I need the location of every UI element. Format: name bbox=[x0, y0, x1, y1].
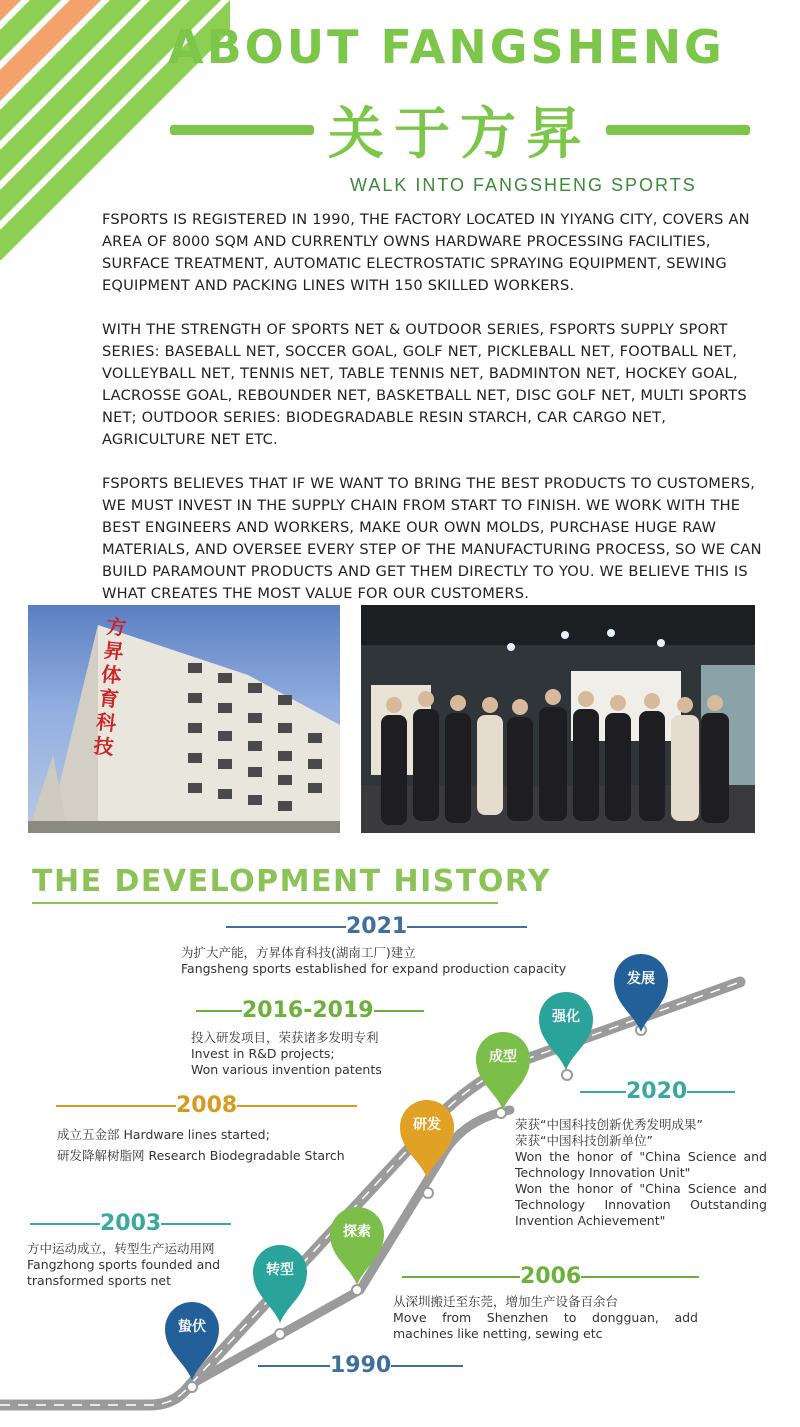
year-2016-2019: 2016-2019 bbox=[196, 998, 424, 1023]
pin-formed: 成型 bbox=[474, 1030, 532, 1112]
milestone-2020-honor-2: Won the honor of "China Science and Technology Innovation Outstanding Invention Achievement" bbox=[515, 1181, 767, 1228]
pin-explore: 探索 bbox=[328, 1205, 386, 1287]
milestone-2020-text: 荣获“中国科技创新优秀发明成果” 荣获“中国科技创新单位” bbox=[515, 1117, 703, 1148]
pin-transform: 转型 bbox=[251, 1243, 309, 1325]
milestone-2020-honor-1: Won the honor of "China Science and Technology Innovation Unit" bbox=[515, 1149, 767, 1180]
intro-paragraph: FSPORTS IS REGISTERED IN 1990, THE FACTORY LOCATED IN YIYANG CITY, COVERS AN AREA OF 8000 SQM AND CURRENTLY OWNS HARDWARE PROCESSING FACILITIES, SURFACE TREATMENT, AUTOMATIC ELECTROSTATIC SPRAYING EQUIPMENT, SEWING EQUIPMENT AND PACKING LINES WITH 150 SKILLED WORKERS. bbox=[102, 211, 750, 294]
year-1990: 1990 bbox=[258, 1353, 463, 1378]
year-2021: 2021 bbox=[226, 914, 527, 939]
year-2020: 2020 bbox=[580, 1079, 735, 1104]
pin-research: 研发 bbox=[398, 1098, 456, 1180]
year-2006: 2006 bbox=[402, 1264, 699, 1289]
pin-strengthen: 强化 bbox=[537, 990, 595, 1072]
pin-dormant: 蛰伏 bbox=[163, 1300, 221, 1382]
milestone-2016-2019-text: 投入研发项目，荣获诸多发明专利 Invest in R&D projects; Won various invention patents bbox=[191, 1030, 382, 1077]
year-2008: 2008 bbox=[56, 1093, 357, 1118]
page-subtitle: WALK INTO FANGSHENG SPORTS bbox=[350, 175, 697, 195]
history-title: THE DEVELOPMENT HISTORY bbox=[32, 864, 552, 899]
milestone-2021-text: 为扩大产能，方昇体育科技(湖南工厂)建立 Fangsheng sports established for expand production capacity bbox=[181, 945, 567, 976]
products-paragraph: WITH THE STRENGTH OF SPORTS NET & OUTDOOR SERIES, FSPORTS SUPPLY SPORT SERIES: BASEBALL NET, SOCCER GOAL, GOLF NET, PICKLEBALL NET, FOOTBALL NET, VOLLEYBALL NET, TENNIS NET, TABLE TENNIS NET, BADMINTON NET, HOCKEY GOAL, LACROSSE GOAL, REBOUNDER NET, BASKETBALL NET, DISC GOLF NET, MULTI SPORTS NET; OUTDOOR SERIES: BIODEGRADABLE RESIN STARCH, CAR CARGO NET, AGRICULTURE NET ETC. bbox=[102, 321, 747, 448]
supply-chain-paragraph: FSPORTS BELIEVES THAT IF WE WANT TO BRING THE BEST PRODUCTS TO CUSTOMERS, WE MUST INVEST IN THE SUPPLY CHAIN FROM START TO FINISH. WE WORK WITH THE BEST ENGINEERS AND WORKERS, MAKE OUR OWN MOLDS, PURCHASE HUGE RAW MATERIALS, AND OVERSEE EVERY STEP OF THE MANUFACTURING PROCESS, SO WE CAN BUILD PARAMOUNT PRODUCTS AND GET THEM DIRECTLY TO YOU. WE BELIEVE THIS IS WHAT CREATES THE MOST VALUE FOR OUR CUSTOMERS. bbox=[102, 475, 762, 602]
milestone-2006-cn: 从深圳搬迁至东莞，增加生产设备百余台 bbox=[393, 1294, 619, 1309]
pin-develop: 发展 bbox=[612, 952, 670, 1034]
milestone-2006-en: Move from Shenzhen to dongguan, add machines like netting, sewing etc bbox=[393, 1310, 698, 1341]
title-chinese-text: 关于方昇 bbox=[328, 102, 592, 167]
milestone-2003-text: 方中运动成立，转型生产运动用网 Fangzhong sports founded and transformed sports net bbox=[27, 1241, 221, 1288]
building-sign: 方昇体育科技 bbox=[92, 614, 128, 760]
year-2003: 2003 bbox=[30, 1211, 231, 1236]
page-title: ABOUT FANGSHENG bbox=[168, 20, 725, 74]
milestone-2008-text: 成立五金部 Hardware lines started; 研发降解树脂网 Research Biodegradable Starch bbox=[57, 1127, 345, 1163]
